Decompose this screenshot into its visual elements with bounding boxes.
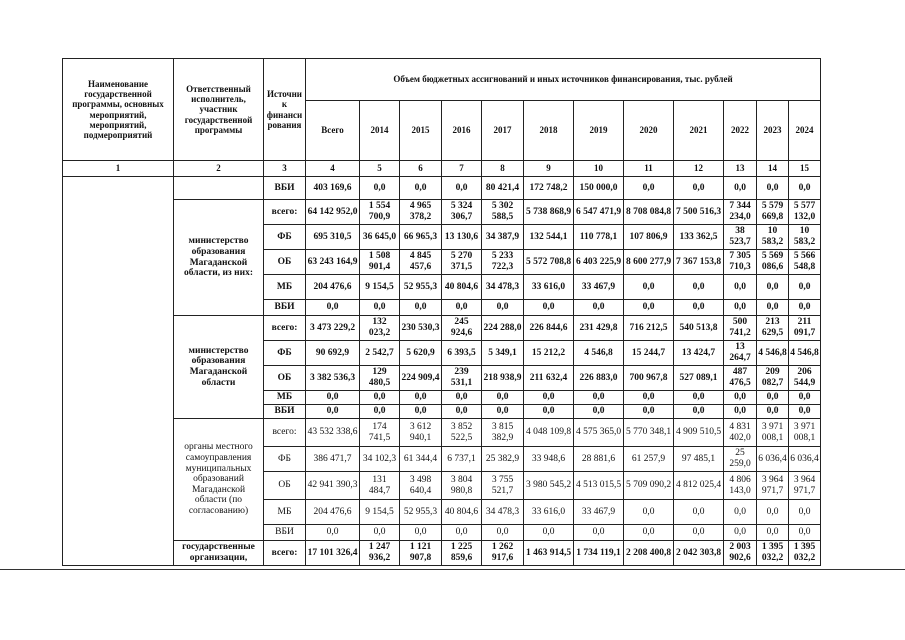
budget-table: [62, 58, 821, 566]
column-number-14: 14: [757, 161, 789, 177]
source-cell: ВБИ: [264, 525, 306, 541]
value-cell: 2 542,7: [360, 341, 400, 366]
value-cell: 34 387,9: [482, 225, 524, 250]
value-cell: 0,0: [757, 275, 789, 300]
value-cell: 66 965,3: [400, 225, 442, 250]
executor-cell: министерство образования Магаданской области: [174, 316, 264, 419]
value-cell: 3 971 008,1: [757, 419, 789, 447]
column-number-9: 9: [524, 161, 574, 177]
source-cell: ОБ: [264, 472, 306, 500]
value-cell: 6 036,4: [757, 447, 789, 472]
value-cell: 0,0: [789, 177, 821, 200]
value-cell: 40 804,6: [442, 500, 482, 525]
source-cell: всего:: [264, 200, 306, 225]
value-cell: 10 583,2: [789, 225, 821, 250]
value-cell: 0,0: [400, 405, 442, 419]
value-cell: 5 577 132,0: [789, 200, 821, 225]
value-cell: 1 247 936,2: [360, 541, 400, 566]
value-cell: 0,0: [724, 275, 757, 300]
year-header-5: 2018: [524, 101, 574, 161]
col-name-header: Наименование государственной программы, основных мероприятий, мероприятий, подмероприятий: [63, 59, 174, 161]
value-cell: 17 101 326,4: [306, 541, 360, 566]
value-cell: 540 513,8: [674, 316, 724, 341]
value-cell: 33 467,9: [574, 275, 624, 300]
value-cell: 0,0: [360, 177, 400, 200]
value-cell: 0,0: [724, 405, 757, 419]
value-cell: 4 546,8: [574, 341, 624, 366]
column-number-row: [63, 161, 821, 177]
value-cell: 5 709 090,2: [624, 472, 674, 500]
value-cell: 61 344,4: [400, 447, 442, 472]
executor-cell: [174, 177, 264, 200]
column-number-3: 3: [264, 161, 306, 177]
year-header-9: 2022: [724, 101, 757, 161]
value-cell: 8 600 277,9: [624, 250, 674, 275]
col-source-header: Источни к финанси рования: [264, 59, 306, 161]
value-cell: 4 965 378,2: [400, 200, 442, 225]
col-executor-header: Ответственный исполнитель, участник государственной программы: [174, 59, 264, 161]
value-cell: 0,0: [624, 300, 674, 316]
value-cell: 5 579 669,8: [757, 200, 789, 225]
value-cell: 527 089,1: [674, 366, 724, 391]
value-cell: 3 498 640,4: [400, 472, 442, 500]
value-cell: 6 547 471,9: [574, 200, 624, 225]
value-cell: 7 500 516,3: [674, 200, 724, 225]
value-cell: 211 632,4: [524, 366, 574, 391]
value-cell: 0,0: [624, 500, 674, 525]
value-cell: 7 367 153,8: [674, 250, 724, 275]
value-cell: 4 909 510,5: [674, 419, 724, 447]
value-cell: 6 737,1: [442, 447, 482, 472]
year-header-0: Всего: [306, 101, 360, 161]
page-bottom-rule: [0, 569, 905, 570]
value-cell: 0,0: [674, 500, 724, 525]
value-cell: 218 938,9: [482, 366, 524, 391]
value-cell: 0,0: [482, 525, 524, 541]
value-cell: 0,0: [574, 525, 624, 541]
value-cell: 0,0: [724, 177, 757, 200]
value-cell: 0,0: [360, 300, 400, 316]
value-cell: 0,0: [624, 405, 674, 419]
column-number-11: 11: [624, 161, 674, 177]
value-cell: 13 130,6: [442, 225, 482, 250]
year-header-4: 2017: [482, 101, 524, 161]
value-cell: 6 393,5: [442, 341, 482, 366]
year-header-2: 2015: [400, 101, 442, 161]
value-cell: 64 142 952,0: [306, 200, 360, 225]
value-cell: 1 395 032,2: [757, 541, 789, 566]
value-cell: 131 484,7: [360, 472, 400, 500]
value-cell: 0,0: [624, 525, 674, 541]
value-cell: 42 941 390,3: [306, 472, 360, 500]
value-cell: 0,0: [360, 405, 400, 419]
value-cell: 61 257,9: [624, 447, 674, 472]
value-cell: 9 154,5: [360, 500, 400, 525]
value-cell: 1 262 917,6: [482, 541, 524, 566]
column-number-4: 4: [306, 161, 360, 177]
value-cell: 0,0: [442, 391, 482, 405]
value-cell: 245 924,6: [442, 316, 482, 341]
value-cell: 3 612 940,1: [400, 419, 442, 447]
value-cell: 1 225 859,6: [442, 541, 482, 566]
value-cell: 2 042 303,8: [674, 541, 724, 566]
value-cell: 3 382 536,3: [306, 366, 360, 391]
source-cell: ВБИ: [264, 405, 306, 419]
value-cell: 38 523,7: [724, 225, 757, 250]
source-cell: ФБ: [264, 341, 306, 366]
value-cell: 33 616,0: [524, 500, 574, 525]
value-cell: 0,0: [674, 525, 724, 541]
value-cell: 0,0: [442, 177, 482, 200]
value-cell: 0,0: [757, 525, 789, 541]
value-cell: 3 473 229,2: [306, 316, 360, 341]
source-cell: МБ: [264, 391, 306, 405]
value-cell: 0,0: [442, 300, 482, 316]
value-cell: 15 244,7: [624, 341, 674, 366]
value-cell: 0,0: [442, 525, 482, 541]
year-header-6: 2019: [574, 101, 624, 161]
value-cell: 695 310,5: [306, 225, 360, 250]
value-cell: 209 082,7: [757, 366, 789, 391]
value-cell: 0,0: [724, 300, 757, 316]
value-cell: 0,0: [482, 391, 524, 405]
value-cell: 1 463 914,5: [524, 541, 574, 566]
value-cell: 4 513 015,5: [574, 472, 624, 500]
table-row: [63, 316, 821, 341]
value-cell: 0,0: [624, 275, 674, 300]
year-header-7: 2020: [624, 101, 674, 161]
value-cell: 0,0: [789, 500, 821, 525]
value-cell: 4 845 457,6: [400, 250, 442, 275]
value-cell: 0,0: [306, 405, 360, 419]
value-cell: 0,0: [674, 300, 724, 316]
year-header-8: 2021: [674, 101, 724, 161]
value-cell: 132 544,1: [524, 225, 574, 250]
value-cell: 0,0: [789, 275, 821, 300]
value-cell: 40 804,6: [442, 275, 482, 300]
value-cell: 0,0: [306, 391, 360, 405]
value-cell: 5 566 548,8: [789, 250, 821, 275]
value-cell: 716 212,5: [624, 316, 674, 341]
value-cell: 1 508 901,4: [360, 250, 400, 275]
source-cell: ФБ: [264, 447, 306, 472]
value-cell: 0,0: [724, 500, 757, 525]
value-cell: 0,0: [482, 300, 524, 316]
value-cell: 0,0: [724, 391, 757, 405]
value-cell: 3 804 980,8: [442, 472, 482, 500]
value-cell: 0,0: [757, 391, 789, 405]
value-cell: 4 812 025,4: [674, 472, 724, 500]
value-cell: 3 852 522,5: [442, 419, 482, 447]
value-cell: 1 554 700,9: [360, 200, 400, 225]
value-cell: 15 212,2: [524, 341, 574, 366]
source-cell: ВБИ: [264, 177, 306, 200]
value-cell: 224 288,0: [482, 316, 524, 341]
year-header-3: 2016: [442, 101, 482, 161]
value-cell: 25 259,0: [724, 447, 757, 472]
value-cell: 25 382,9: [482, 447, 524, 472]
value-cell: 0,0: [400, 525, 442, 541]
year-header-1: 2014: [360, 101, 400, 161]
value-cell: 4 546,8: [789, 341, 821, 366]
value-cell: 206 544,9: [789, 366, 821, 391]
source-cell: ФБ: [264, 225, 306, 250]
value-cell: 36 645,0: [360, 225, 400, 250]
value-cell: 0,0: [442, 405, 482, 419]
table-body: [63, 177, 821, 566]
value-cell: 0,0: [624, 177, 674, 200]
value-cell: 5 349,1: [482, 341, 524, 366]
value-cell: 0,0: [674, 177, 724, 200]
value-cell: 107 806,9: [624, 225, 674, 250]
value-cell: 5 620,9: [400, 341, 442, 366]
executor-cell: государственные организации,: [174, 541, 264, 566]
value-cell: 150 000,0: [574, 177, 624, 200]
value-cell: 5 270 371,5: [442, 250, 482, 275]
value-cell: 3 971 008,1: [789, 419, 821, 447]
source-cell: всего:: [264, 541, 306, 566]
value-cell: 0,0: [524, 300, 574, 316]
value-cell: 9 154,5: [360, 275, 400, 300]
column-number-5: 5: [360, 161, 400, 177]
column-number-2: 2: [174, 161, 264, 177]
value-cell: 0,0: [306, 300, 360, 316]
value-cell: 28 881,6: [574, 447, 624, 472]
value-cell: 34 478,3: [482, 275, 524, 300]
value-cell: 6 403 225,9: [574, 250, 624, 275]
value-cell: 3 964 971,7: [757, 472, 789, 500]
value-cell: 133 362,5: [674, 225, 724, 250]
value-cell: 0,0: [724, 525, 757, 541]
column-number-8: 8: [482, 161, 524, 177]
value-cell: 1 395 032,2: [789, 541, 821, 566]
table-row: [63, 200, 821, 225]
value-cell: 6 036,4: [789, 447, 821, 472]
value-cell: 5 572 708,8: [524, 250, 574, 275]
value-cell: 700 967,8: [624, 366, 674, 391]
value-cell: 0,0: [574, 300, 624, 316]
value-cell: 3 815 382,9: [482, 419, 524, 447]
value-cell: 110 778,1: [574, 225, 624, 250]
value-cell: 5 324 306,7: [442, 200, 482, 225]
value-cell: 5 770 348,1: [624, 419, 674, 447]
value-cell: 5 233 722,3: [482, 250, 524, 275]
value-cell: 239 531,1: [442, 366, 482, 391]
value-cell: 4 546,8: [757, 341, 789, 366]
value-cell: 7 305 710,3: [724, 250, 757, 275]
value-cell: 52 955,3: [400, 500, 442, 525]
value-cell: 0,0: [574, 391, 624, 405]
value-cell: 211 091,7: [789, 316, 821, 341]
value-cell: 226 883,0: [574, 366, 624, 391]
column-number-10: 10: [574, 161, 624, 177]
value-cell: 0,0: [400, 300, 442, 316]
executor-cell: министерство образования Магаданской области, из них:: [174, 200, 264, 316]
value-cell: 0,0: [524, 525, 574, 541]
source-cell: всего:: [264, 419, 306, 447]
source-cell: ВБИ: [264, 300, 306, 316]
value-cell: 8 708 084,8: [624, 200, 674, 225]
value-cell: 0,0: [524, 391, 574, 405]
value-cell: 33 616,0: [524, 275, 574, 300]
column-number-1: 1: [63, 161, 174, 177]
value-cell: 63 243 164,9: [306, 250, 360, 275]
value-cell: 0,0: [757, 405, 789, 419]
value-cell: 0,0: [360, 525, 400, 541]
value-cell: 0,0: [789, 525, 821, 541]
value-cell: 1 121 907,8: [400, 541, 442, 566]
value-cell: 386 471,7: [306, 447, 360, 472]
source-cell: МБ: [264, 500, 306, 525]
value-cell: 3 755 521,7: [482, 472, 524, 500]
column-number-15: 15: [789, 161, 821, 177]
value-cell: 5 738 868,9: [524, 200, 574, 225]
value-cell: 0,0: [306, 525, 360, 541]
value-cell: 0,0: [757, 500, 789, 525]
value-cell: 0,0: [574, 405, 624, 419]
value-cell: 0,0: [757, 300, 789, 316]
value-cell: 0,0: [789, 300, 821, 316]
value-cell: 0,0: [674, 391, 724, 405]
source-cell: МБ: [264, 275, 306, 300]
value-cell: 204 476,6: [306, 275, 360, 300]
value-cell: 0,0: [482, 405, 524, 419]
value-cell: 230 530,3: [400, 316, 442, 341]
value-cell: 3 980 545,2: [524, 472, 574, 500]
executor-cell: органы местного самоуправления муниципальных образований Магаданской области (по согласованию): [174, 419, 264, 541]
value-cell: 487 476,5: [724, 366, 757, 391]
column-number-13: 13: [724, 161, 757, 177]
value-cell: 226 844,6: [524, 316, 574, 341]
source-cell: ОБ: [264, 366, 306, 391]
value-cell: 10 583,2: [757, 225, 789, 250]
value-cell: 5 302 588,5: [482, 200, 524, 225]
value-cell: 204 476,6: [306, 500, 360, 525]
table-row: [63, 177, 821, 200]
value-cell: 4 575 365,0: [574, 419, 624, 447]
value-cell: 1 734 119,1: [574, 541, 624, 566]
value-cell: 4 048 109,8: [524, 419, 574, 447]
value-cell: 0,0: [789, 405, 821, 419]
value-cell: 403 169,6: [306, 177, 360, 200]
value-cell: 4 831 402,0: [724, 419, 757, 447]
value-cell: 0,0: [400, 391, 442, 405]
value-cell: 33 467,9: [574, 500, 624, 525]
value-cell: 90 692,9: [306, 341, 360, 366]
value-cell: 231 429,8: [574, 316, 624, 341]
value-cell: 213 629,5: [757, 316, 789, 341]
value-cell: 0,0: [789, 391, 821, 405]
value-cell: 224 909,4: [400, 366, 442, 391]
value-cell: 7 344 234,0: [724, 200, 757, 225]
source-cell: всего:: [264, 316, 306, 341]
value-cell: 80 421,4: [482, 177, 524, 200]
program-name-cell: [63, 177, 174, 566]
value-cell: 132 023,2: [360, 316, 400, 341]
table-row: [63, 419, 821, 447]
value-cell: 0,0: [360, 391, 400, 405]
value-cell: 13 424,7: [674, 341, 724, 366]
value-cell: 129 480,5: [360, 366, 400, 391]
source-cell: ОБ: [264, 250, 306, 275]
value-cell: 0,0: [674, 405, 724, 419]
column-number-12: 12: [674, 161, 724, 177]
value-cell: 172 748,2: [524, 177, 574, 200]
column-number-7: 7: [442, 161, 482, 177]
value-cell: 500 741,2: [724, 316, 757, 341]
value-cell: 0,0: [524, 405, 574, 419]
value-cell: 2 003 902,6: [724, 541, 757, 566]
value-cell: 13 264,7: [724, 341, 757, 366]
value-cell: 0,0: [624, 391, 674, 405]
value-cell: 0,0: [674, 275, 724, 300]
value-cell: 3 964 971,7: [789, 472, 821, 500]
value-cell: 34 102,3: [360, 447, 400, 472]
value-cell: 4 806 143,0: [724, 472, 757, 500]
value-cell: 0,0: [400, 177, 442, 200]
value-cell: 2 208 400,8: [624, 541, 674, 566]
year-header-11: 2024: [789, 101, 821, 161]
value-cell: 174 741,5: [360, 419, 400, 447]
year-header-10: 2023: [757, 101, 789, 161]
value-cell: 52 955,3: [400, 275, 442, 300]
table-row: [63, 541, 821, 566]
column-number-6: 6: [400, 161, 442, 177]
value-cell: 97 485,1: [674, 447, 724, 472]
value-cell: 0,0: [757, 177, 789, 200]
col-volume-header: Объем бюджетных ассигнований и иных источников финансирования, тыс. рублей: [306, 59, 821, 101]
value-cell: 33 948,6: [524, 447, 574, 472]
value-cell: 34 478,3: [482, 500, 524, 525]
value-cell: 5 569 086,6: [757, 250, 789, 275]
value-cell: 43 532 338,6: [306, 419, 360, 447]
